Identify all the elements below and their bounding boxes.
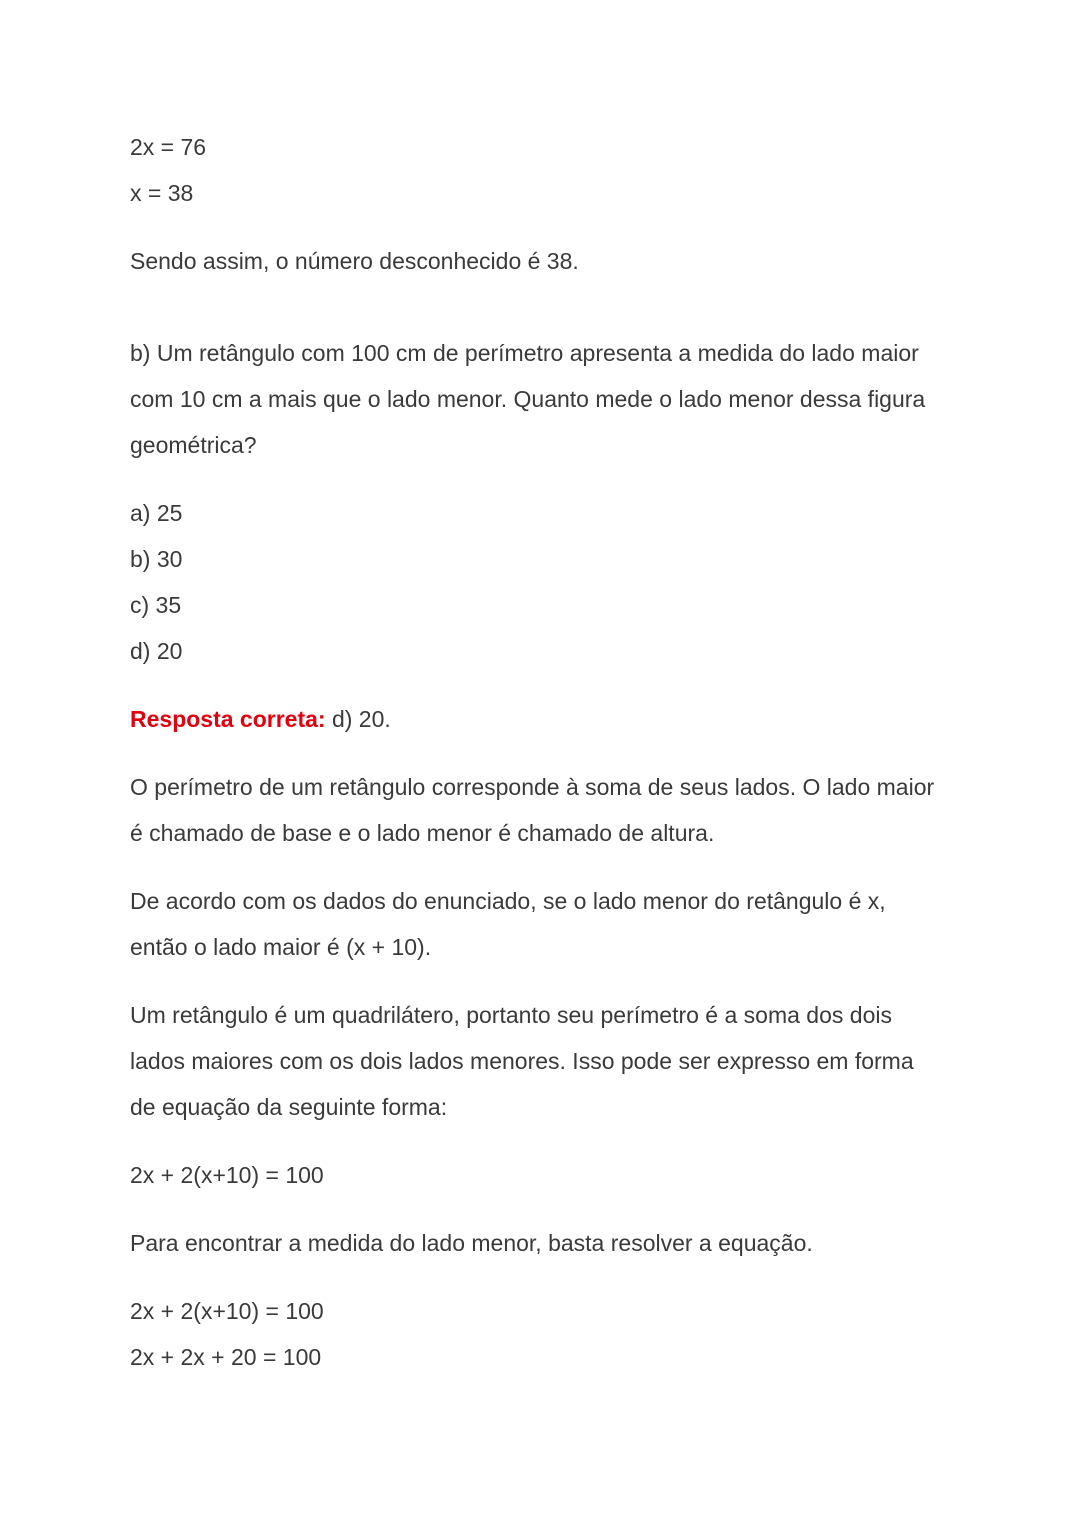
explanation-paragraph-4: Para encontrar a medida do lado menor, basta resolver a equação. bbox=[130, 1230, 813, 1256]
equation-line: 2x = 76 bbox=[130, 134, 207, 160]
option-b: b) 30 bbox=[130, 546, 183, 572]
equation-line: x = 38 bbox=[130, 180, 194, 206]
document-page bbox=[130, 124, 960, 1380]
question-line: geométrica? bbox=[130, 432, 257, 458]
explanation-paragraph-3: Um retângulo é um quadrilátero, portanto seu perímetro é a soma dos dois lados maiores com os dois lados menores. Isso pode ser expresso em forma de equação da seguinte forma: bbox=[130, 1002, 914, 1120]
explanation-paragraph-2: De acordo com os dados do enunciado, se o lado menor do retângulo é x, então o lado maior é (x + 10). bbox=[130, 888, 886, 960]
solution-steps bbox=[130, 1288, 960, 1380]
conclusion-paragraph: Sendo assim, o número desconhecido é 38. bbox=[130, 248, 579, 274]
correct-answer-label: Resposta correta: bbox=[130, 706, 326, 732]
question-line: com 10 cm a mais que o lado menor. Quanto mede o lado menor dessa figura bbox=[130, 386, 926, 412]
solution-step: 2x + 2x + 20 = 100 bbox=[130, 1344, 322, 1370]
equation-perimeter: 2x + 2(x+10) = 100 bbox=[130, 1162, 324, 1188]
option-d: d) 20 bbox=[130, 638, 183, 664]
correct-answer-value: d) 20. bbox=[325, 706, 391, 732]
option-a: a) 25 bbox=[130, 500, 183, 526]
question-b bbox=[130, 330, 960, 468]
answer-options bbox=[130, 490, 960, 674]
correct-answer bbox=[130, 696, 960, 742]
equations-top bbox=[130, 124, 960, 216]
question-line: b) Um retângulo com 100 cm de perímetro apresenta a medida do lado maior bbox=[130, 340, 919, 366]
explanation-paragraph-1: O perímetro de um retângulo corresponde à soma de seus lados. O lado maior é chamado de base e o lado menor é chamado de altura. bbox=[130, 774, 935, 846]
option-c: c) 35 bbox=[130, 592, 182, 618]
solution-step: 2x + 2(x+10) = 100 bbox=[130, 1298, 324, 1324]
